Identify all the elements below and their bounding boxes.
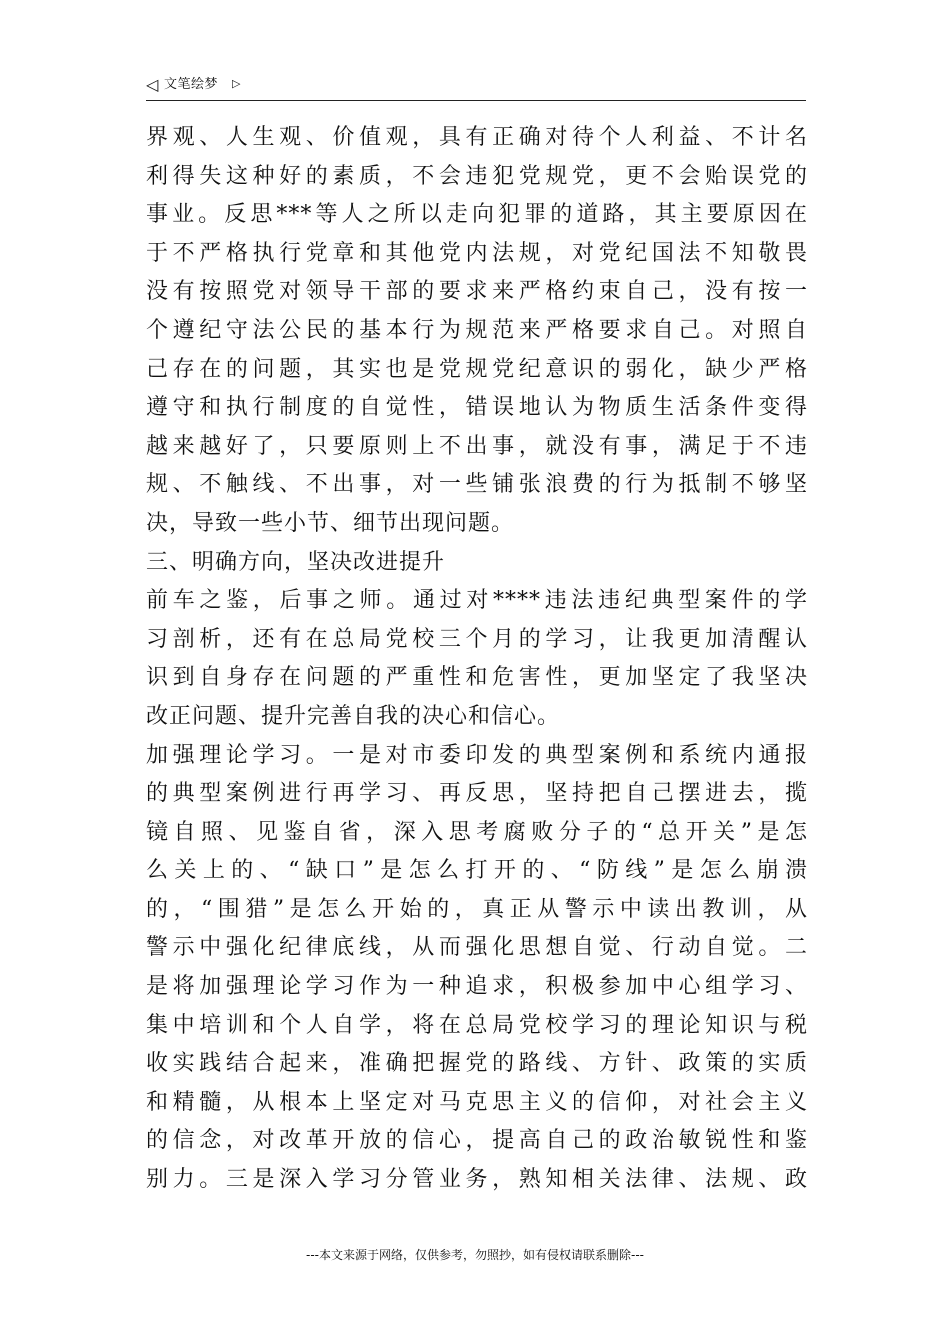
page-header bbox=[146, 74, 806, 101]
section-heading: 三、明确方向，坚决改进提升 bbox=[146, 549, 446, 575]
text-line: 遵守和执行制度的自觉性，错误地认为物质生活条件变得 bbox=[146, 395, 808, 421]
text-line: 么关上的、“缺口”是怎么打开的、“防线”是怎么崩溃 bbox=[146, 858, 808, 884]
left-triangle-icon: ◁ bbox=[146, 75, 159, 94]
text-line: 规、不触线、不出事，对一些铺张浪费的行为抵制不够坚 bbox=[146, 472, 808, 498]
header-title: 文笔绘梦 bbox=[164, 77, 219, 92]
text-line: 前车之鉴，后事之师。通过对****违法违纪典型案件的学 bbox=[146, 588, 808, 614]
text-line: 利得失这种好的素质，不会违犯党规党，更不会贻误党的 bbox=[146, 163, 808, 189]
body-text bbox=[146, 119, 808, 1200]
text-line: 的，“围猎”是怎么开始的，真正从警示中读出教训，从 bbox=[146, 896, 808, 922]
text-line: 加强理论学习。一是对市委印发的典型案例和系统内通报 bbox=[146, 742, 808, 768]
text-line: 没有按照党对领导干部的要求来严格约束自己，没有按一 bbox=[146, 279, 808, 305]
text-line: 事业。反思***等人之所以走向犯罪的道路，其主要原因在 bbox=[146, 202, 808, 228]
text-line: 的典型案例进行再学习、再反思，坚持把自己摆进去，揽 bbox=[146, 781, 808, 807]
text-line: 越来越好了，只要原则上不出事，就没有事，满足于不违 bbox=[146, 433, 808, 459]
text-line: 改正问题、提升完善自我的决心和信心。 bbox=[146, 703, 561, 729]
text-line: 决，导致一些小节、细节出现问题。 bbox=[146, 510, 515, 536]
text-line: 个遵纪守法公民的基本行为规范来严格要求自己。对照自 bbox=[146, 317, 808, 343]
text-line: 警示中强化纪律底线，从而强化思想自觉、行动自觉。二 bbox=[146, 935, 808, 961]
text-line: 界观、人生观、价值观，具有正确对待个人利益、不计名 bbox=[146, 125, 808, 150]
right-triangle-icon: ▷ bbox=[232, 77, 241, 90]
text-line: 收实践结合起来，准确把握党的路线、方针、政策的实质 bbox=[146, 1051, 808, 1077]
text-line: 集中培训和个人自学，将在总局党校学习的理论知识与税 bbox=[146, 1012, 808, 1038]
text-line: 和精髓，从根本上坚定对马克思主义的信仰，对社会主义 bbox=[146, 1089, 808, 1115]
text-line: 识到自身存在问题的严重性和危害性，更加坚定了我坚决 bbox=[146, 665, 808, 691]
text-line: 镜自照、见鉴自省，深入思考腐败分子的“总开关”是怎 bbox=[146, 819, 808, 845]
text-line: 别力。三是深入学习分管业务，熟知相关法律、法规、政 bbox=[146, 1167, 808, 1193]
text-line: 己存在的问题，其实也是党规党纪意识的弱化，缺少严格 bbox=[146, 356, 808, 382]
text-line: 的信念，对改革开放的信心，提高自己的政治敏锐性和鉴 bbox=[146, 1128, 808, 1154]
text-line: 于不严格执行党章和其他党内法规，对党纪国法不知敬畏 bbox=[146, 240, 808, 266]
footer-disclaimer: ---本文来源于网络，仅供参考，勿照抄，如有侵权请联系删除--- bbox=[306, 1248, 644, 1262]
text-line: 是将加强理论学习作为一种追求，积极参加中心组学习、 bbox=[146, 974, 808, 1000]
text-line: 习剖析，还有在总局党校三个月的学习，让我更加清醒认 bbox=[146, 626, 808, 652]
